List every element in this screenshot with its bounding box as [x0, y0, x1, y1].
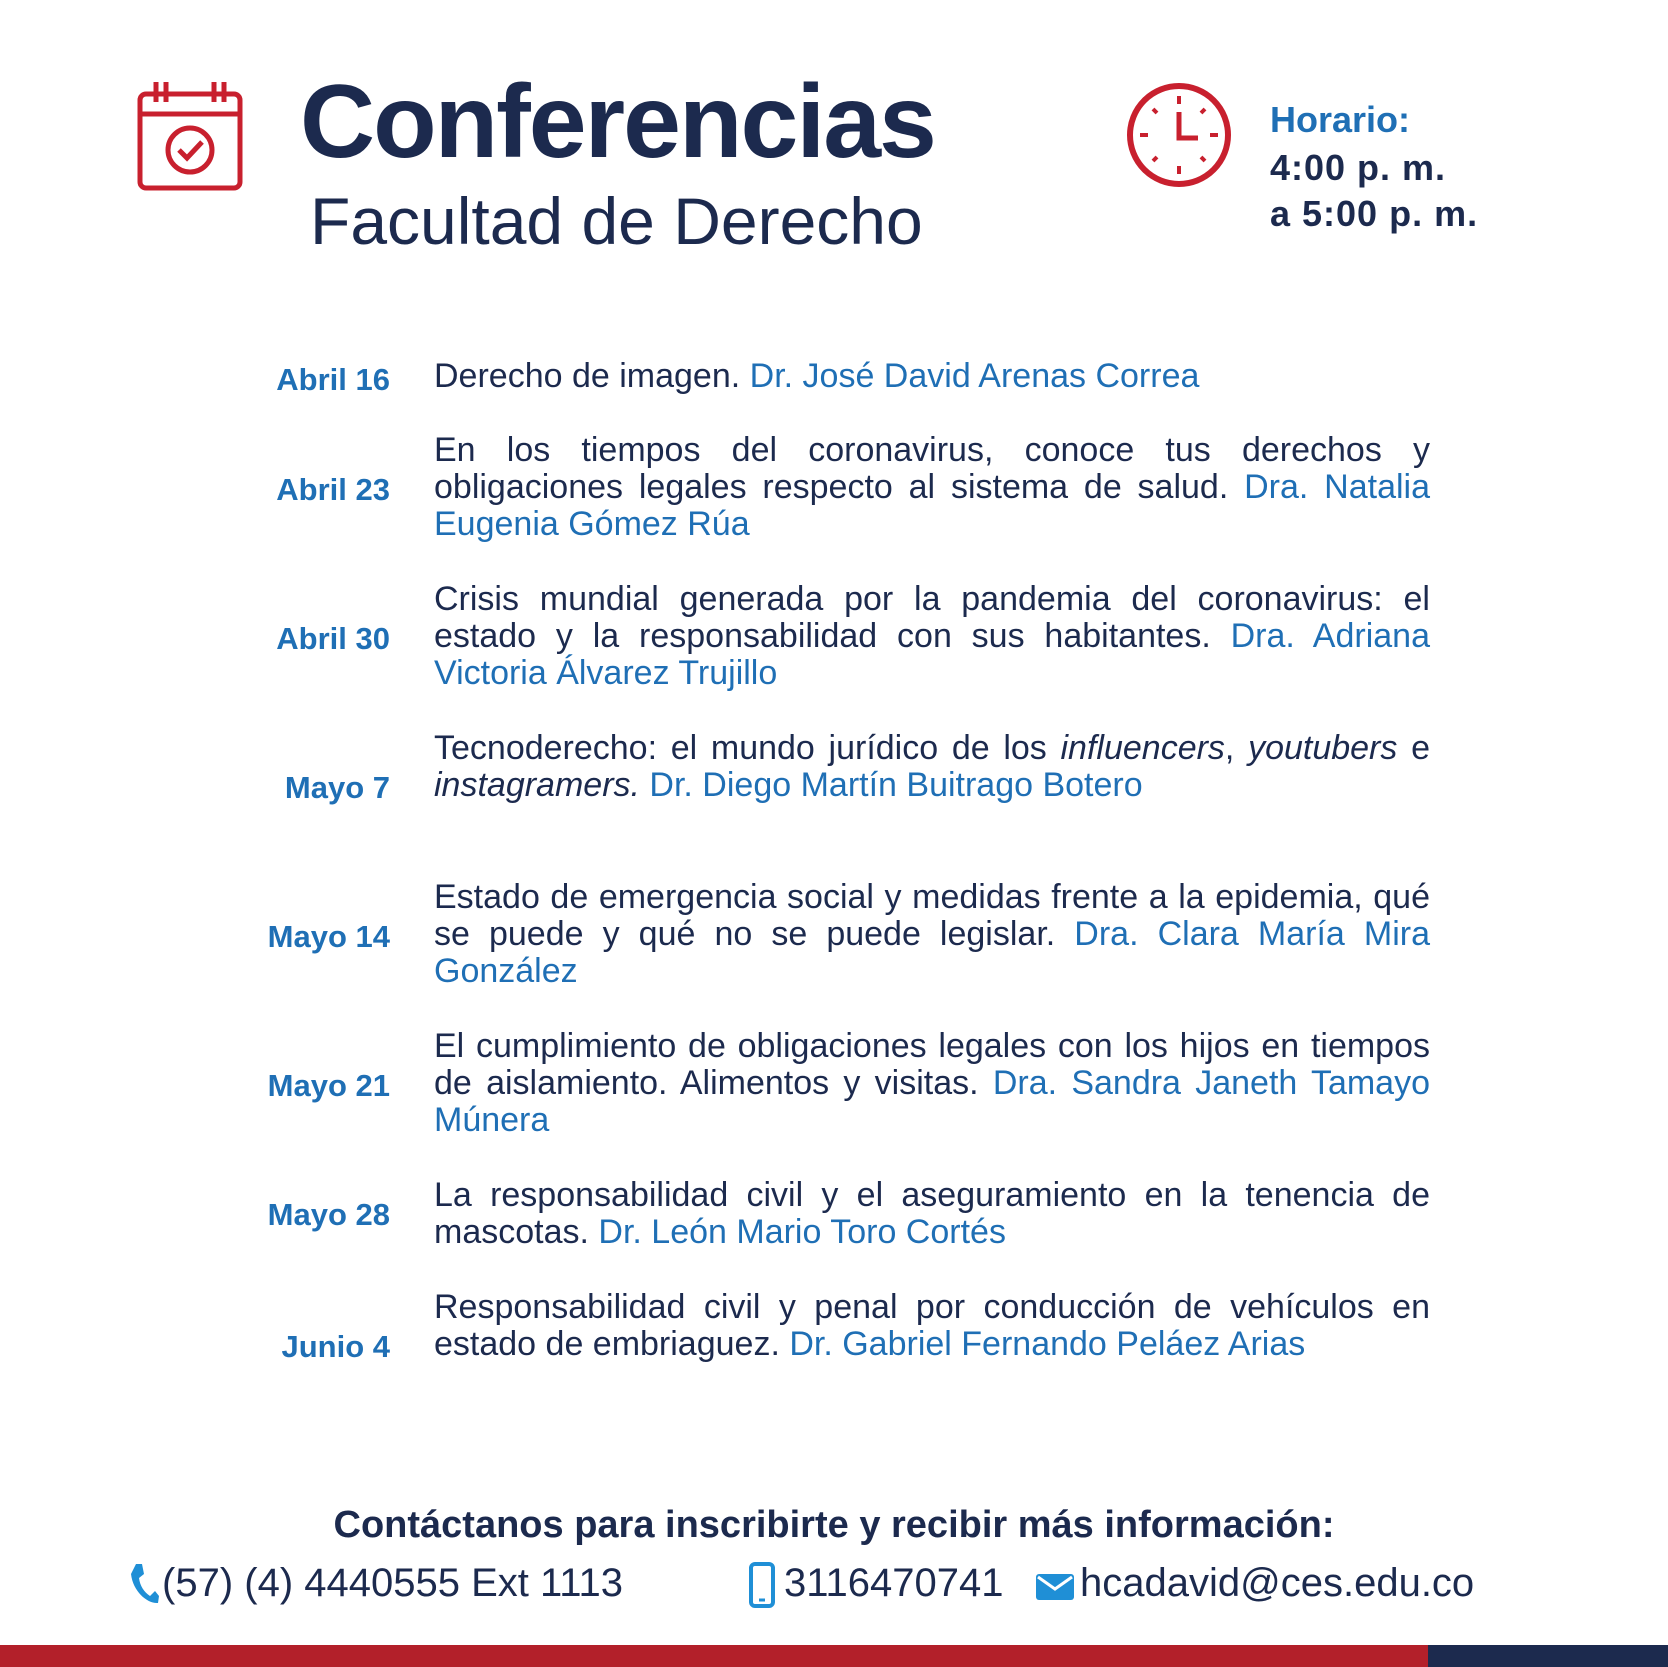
- conference-description: [434, 581, 1430, 692]
- conference-description: [434, 432, 1430, 543]
- conference-date: Mayo 14: [267, 919, 390, 954]
- conference-topic: Crisis mundial generada por la pandemia del coronavirus: el estado y la responsabilidad con sus habitantes.: [434, 580, 1430, 655]
- conference-description: [434, 879, 1430, 990]
- conference-topic: e: [1397, 729, 1430, 767]
- conference-description: [434, 1028, 1430, 1139]
- email-icon: [1036, 1574, 1074, 1600]
- conference-speaker: Dr. Diego Martín Buitrago Botero: [639, 766, 1143, 804]
- conference-topic-italic: influencers: [1060, 729, 1225, 767]
- page-subtitle: Facultad de Derecho: [310, 184, 923, 258]
- conference-description: [434, 358, 1430, 395]
- conference-date: Abril 16: [276, 362, 390, 397]
- mobile-icon: [748, 1562, 776, 1608]
- conference-date: Junio 4: [281, 1329, 390, 1364]
- conference-topic: ,: [1224, 729, 1249, 767]
- conference-date: Mayo 21: [267, 1068, 390, 1103]
- conference-speaker: Dr. León Mario Toro Cortés: [598, 1213, 1006, 1251]
- conference-description: [434, 1289, 1430, 1363]
- phone-icon: [128, 1562, 160, 1606]
- conference-topic: En los tiempos del coronavirus, conoce tus derechos y obligaciones legales respecto al sistema de salud.: [434, 431, 1430, 506]
- schedule-end: a 5:00 p. m.: [1270, 193, 1479, 234]
- conference-speaker: Dr. Gabriel Fernando Peláez Arias: [789, 1325, 1306, 1363]
- clock-icon: [1126, 82, 1232, 188]
- conference-speaker: Dra. Adriana Victoria Álvarez Trujillo: [434, 617, 1430, 692]
- page-title: Conferencias: [300, 64, 935, 180]
- conference-date: Abril 30: [276, 621, 390, 656]
- mobile-number[interactable]: 3116470741: [784, 1561, 1004, 1605]
- conference-date: Abril 23: [276, 472, 390, 507]
- conference-speaker: Dra. Natalia Eugenia Gómez Rúa: [434, 468, 1431, 543]
- conference-speaker: Dra. Sandra Janeth Tamayo Múnera: [434, 1064, 1430, 1139]
- conference-date: Mayo 7: [284, 770, 390, 805]
- footer-bar-navy: [1428, 1645, 1668, 1667]
- conference-topic: Responsabilidad civil y penal por conducción de vehículos en estado de embriaguez.: [434, 1288, 1430, 1363]
- email-address[interactable]: hcadavid@ces.edu.co: [1080, 1561, 1475, 1605]
- conference-topic: Derecho de imagen.: [434, 357, 750, 395]
- calendar-check-icon: [136, 80, 244, 192]
- conference-date: Mayo 28: [267, 1197, 390, 1232]
- conference-topic: Estado de emergencia social y medidas frente a la epidemia, qué se puede y qué no se puede legislar.: [434, 878, 1430, 953]
- conference-description: [434, 730, 1430, 804]
- conference-topic-italic: instagramers.: [434, 766, 640, 804]
- schedule-start: 4:00 p. m.: [1270, 147, 1447, 188]
- conference-topic: Tecnoderecho: el mundo jurídico de los: [434, 729, 1061, 767]
- conference-speaker: Dr. José David Arenas Correa: [749, 357, 1200, 395]
- contact-heading: Contáctanos para inscribirte y recibir más información:: [333, 1504, 1335, 1546]
- footer-bar-red: [0, 1645, 1428, 1667]
- conference-topic: La responsabilidad civil y el aseguramiento en la tenencia de mascotas.: [434, 1176, 1430, 1251]
- phone-number[interactable]: (57) (4) 4440555 Ext 1113: [162, 1561, 624, 1605]
- conference-topic: El cumplimiento de obligaciones legales con los hijos en tiempos de aislamiento. Alimentos y visitas.: [434, 1027, 1430, 1102]
- conference-speaker: Dra. Clara María Mira González: [434, 915, 1430, 990]
- schedule-label: Horario:: [1270, 99, 1411, 140]
- conference-description: [434, 1177, 1430, 1251]
- conference-topic-italic: youtubers: [1248, 729, 1398, 767]
